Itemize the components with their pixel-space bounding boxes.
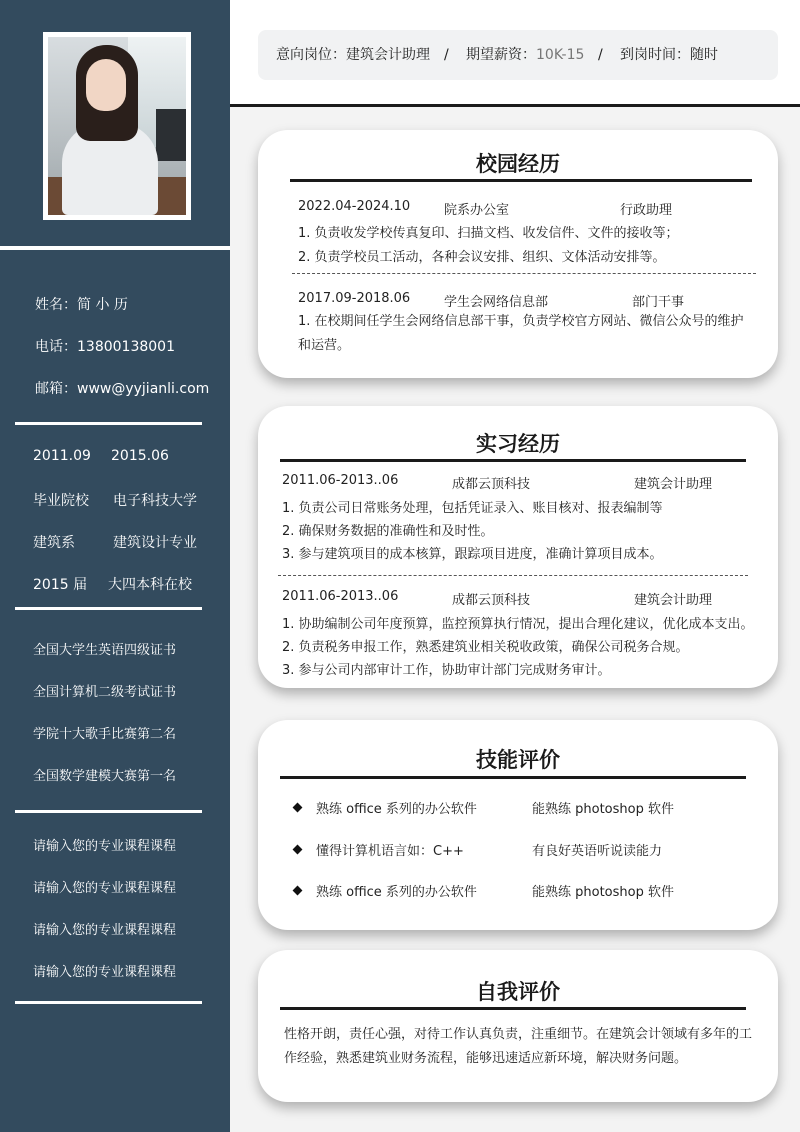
edu-end: 2015.06 [111, 448, 169, 464]
edu-school-label: 毕业院校 [33, 493, 89, 509]
certificate-item: 全国计算机二级考试证书 [33, 685, 177, 700]
bullet-diamond-icon [293, 845, 303, 855]
self-evaluation-text: 性格开朗，责任心强，对待工作认真负责，注重细节。在建筑会计领域有多年的工作经验，熟悉建筑业财务流程，能够迅速适应新环境，解决财务问题。 [284, 1027, 753, 1066]
intent-arrival-label: 到岗时间： [620, 47, 690, 63]
skills-card [258, 720, 778, 930]
profile-photo [48, 37, 186, 215]
certificate-item: 全国大学生英语四级证书 [33, 643, 177, 658]
entry-item: 1. 在校期间任学生会网络信息部干事，负责学校官方网站、微信公众号的维护和运营。 [298, 314, 744, 353]
edu-major: 建筑设计专业 [113, 535, 197, 551]
edu-degree: 大四本科在校 [108, 577, 192, 593]
entry-org: 成都云顶科技 [452, 593, 531, 608]
intent-arrival: 随时 [690, 47, 718, 63]
sidebar-divider [0, 246, 230, 250]
entry-item: 3. 参与公司内部审计工作，协助审计部门完成财务审计。 [282, 663, 611, 678]
entry-item: 2. 负责学校员工活动，各种会议安排、组织、文体活动安排等。 [298, 250, 666, 265]
entry-org: 成都云顶科技 [452, 477, 531, 492]
skill-item: 熟练 office 系列的办公软件 [316, 802, 477, 817]
sidebar-divider [15, 1001, 202, 1004]
skill-item: 熟练 office 系列的办公软件 [316, 885, 477, 900]
sidebar-divider [15, 422, 202, 425]
entry-divider [278, 575, 748, 576]
edu-start: 2011.09 [33, 448, 91, 464]
entry-item: 2. 确保财务数据的准确性和及时性。 [282, 524, 494, 539]
intent-salary-label: 期望薪资： [466, 47, 536, 63]
job-intent-bar [258, 30, 778, 80]
section-rule [280, 776, 746, 779]
section-title: 校园经历 [476, 152, 560, 176]
profile-photo-frame [43, 32, 191, 220]
course-item: 请输入您的专业课程课程 [33, 839, 177, 854]
intent-separator: / [598, 47, 603, 63]
entry-org: 院系办公室 [444, 203, 510, 218]
contact-email: 邮箱：www@yyjianli.com [35, 381, 210, 397]
entry-date: 2011.06-2013..06 [282, 473, 399, 488]
entry-date: 2011.06-2013..06 [282, 589, 399, 604]
intent-position-label: 意向岗位： [276, 47, 346, 63]
entry-divider [292, 273, 756, 274]
contact-phone: 电话：13800138001 [35, 339, 175, 355]
certificate-item: 学院十大歌手比赛第二名 [33, 727, 177, 742]
intent-salary: 10K-15 [536, 47, 585, 63]
entry-role: 行政助理 [620, 203, 673, 218]
internship-card [258, 406, 778, 688]
course-item: 请输入您的专业课程课程 [33, 881, 177, 896]
section-rule [290, 179, 752, 182]
skill-item: 懂得计算机语言如：C++ [316, 844, 464, 859]
sidebar-divider [15, 607, 202, 610]
certificate-item: 全国数学建模大赛第一名 [33, 769, 177, 784]
entry-item: 1. 协助编制公司年度预算，监控预算执行情况，提出合理化建议，优化成本支出。 [282, 617, 754, 632]
sidebar [0, 0, 230, 1132]
section-rule [280, 459, 746, 462]
sidebar-divider [15, 810, 202, 813]
bullet-diamond-icon [293, 803, 303, 813]
edu-grade: 2015 届 [33, 577, 88, 593]
course-item: 请输入您的专业课程课程 [33, 923, 177, 938]
section-title: 自我评价 [476, 980, 560, 1004]
entry-role: 建筑会计助理 [634, 477, 713, 492]
entry-item: 3. 参与建筑项目的成本核算，跟踪项目进度，准确计算项目成本。 [282, 547, 663, 562]
course-item: 请输入您的专业课程课程 [33, 965, 177, 980]
section-title: 技能评价 [476, 748, 560, 772]
skill-item: 能熟练 photoshop 软件 [532, 802, 674, 817]
entry-item: 1. 负责公司日常账务处理，包括凭证录入、账目核对、报表编制等 [282, 501, 663, 516]
skill-item: 能熟练 photoshop 软件 [532, 885, 674, 900]
entry-role: 部门干事 [632, 295, 685, 310]
campus-experience-card [258, 130, 778, 378]
intent-position: 建筑会计助理 [346, 47, 430, 63]
entry-date: 2017.09-2018.06 [298, 291, 411, 306]
skill-item: 有良好英语听说读能力 [532, 844, 663, 859]
entry-org: 学生会网络信息部 [444, 295, 549, 310]
entry-item: 1. 负责收发学校传真复印、扫描文档、收发信件、文件的接收等； [298, 226, 679, 241]
contact-name: 姓名：简 小 历 [35, 297, 128, 313]
self-evaluation-card [258, 950, 778, 1102]
edu-school: 电子科技大学 [113, 493, 197, 509]
entry-item: 2. 负责税务申报工作，熟悉建筑业相关税收政策，确保公司税务合规。 [282, 640, 689, 655]
entry-date: 2022.04-2024.10 [298, 199, 411, 214]
edu-dept: 建筑系 [33, 535, 75, 551]
section-rule [280, 1007, 746, 1010]
bullet-diamond-icon [293, 886, 303, 896]
intent-separator: / [444, 47, 449, 63]
entry-role: 建筑会计助理 [634, 593, 713, 608]
section-title: 实习经历 [476, 432, 560, 456]
